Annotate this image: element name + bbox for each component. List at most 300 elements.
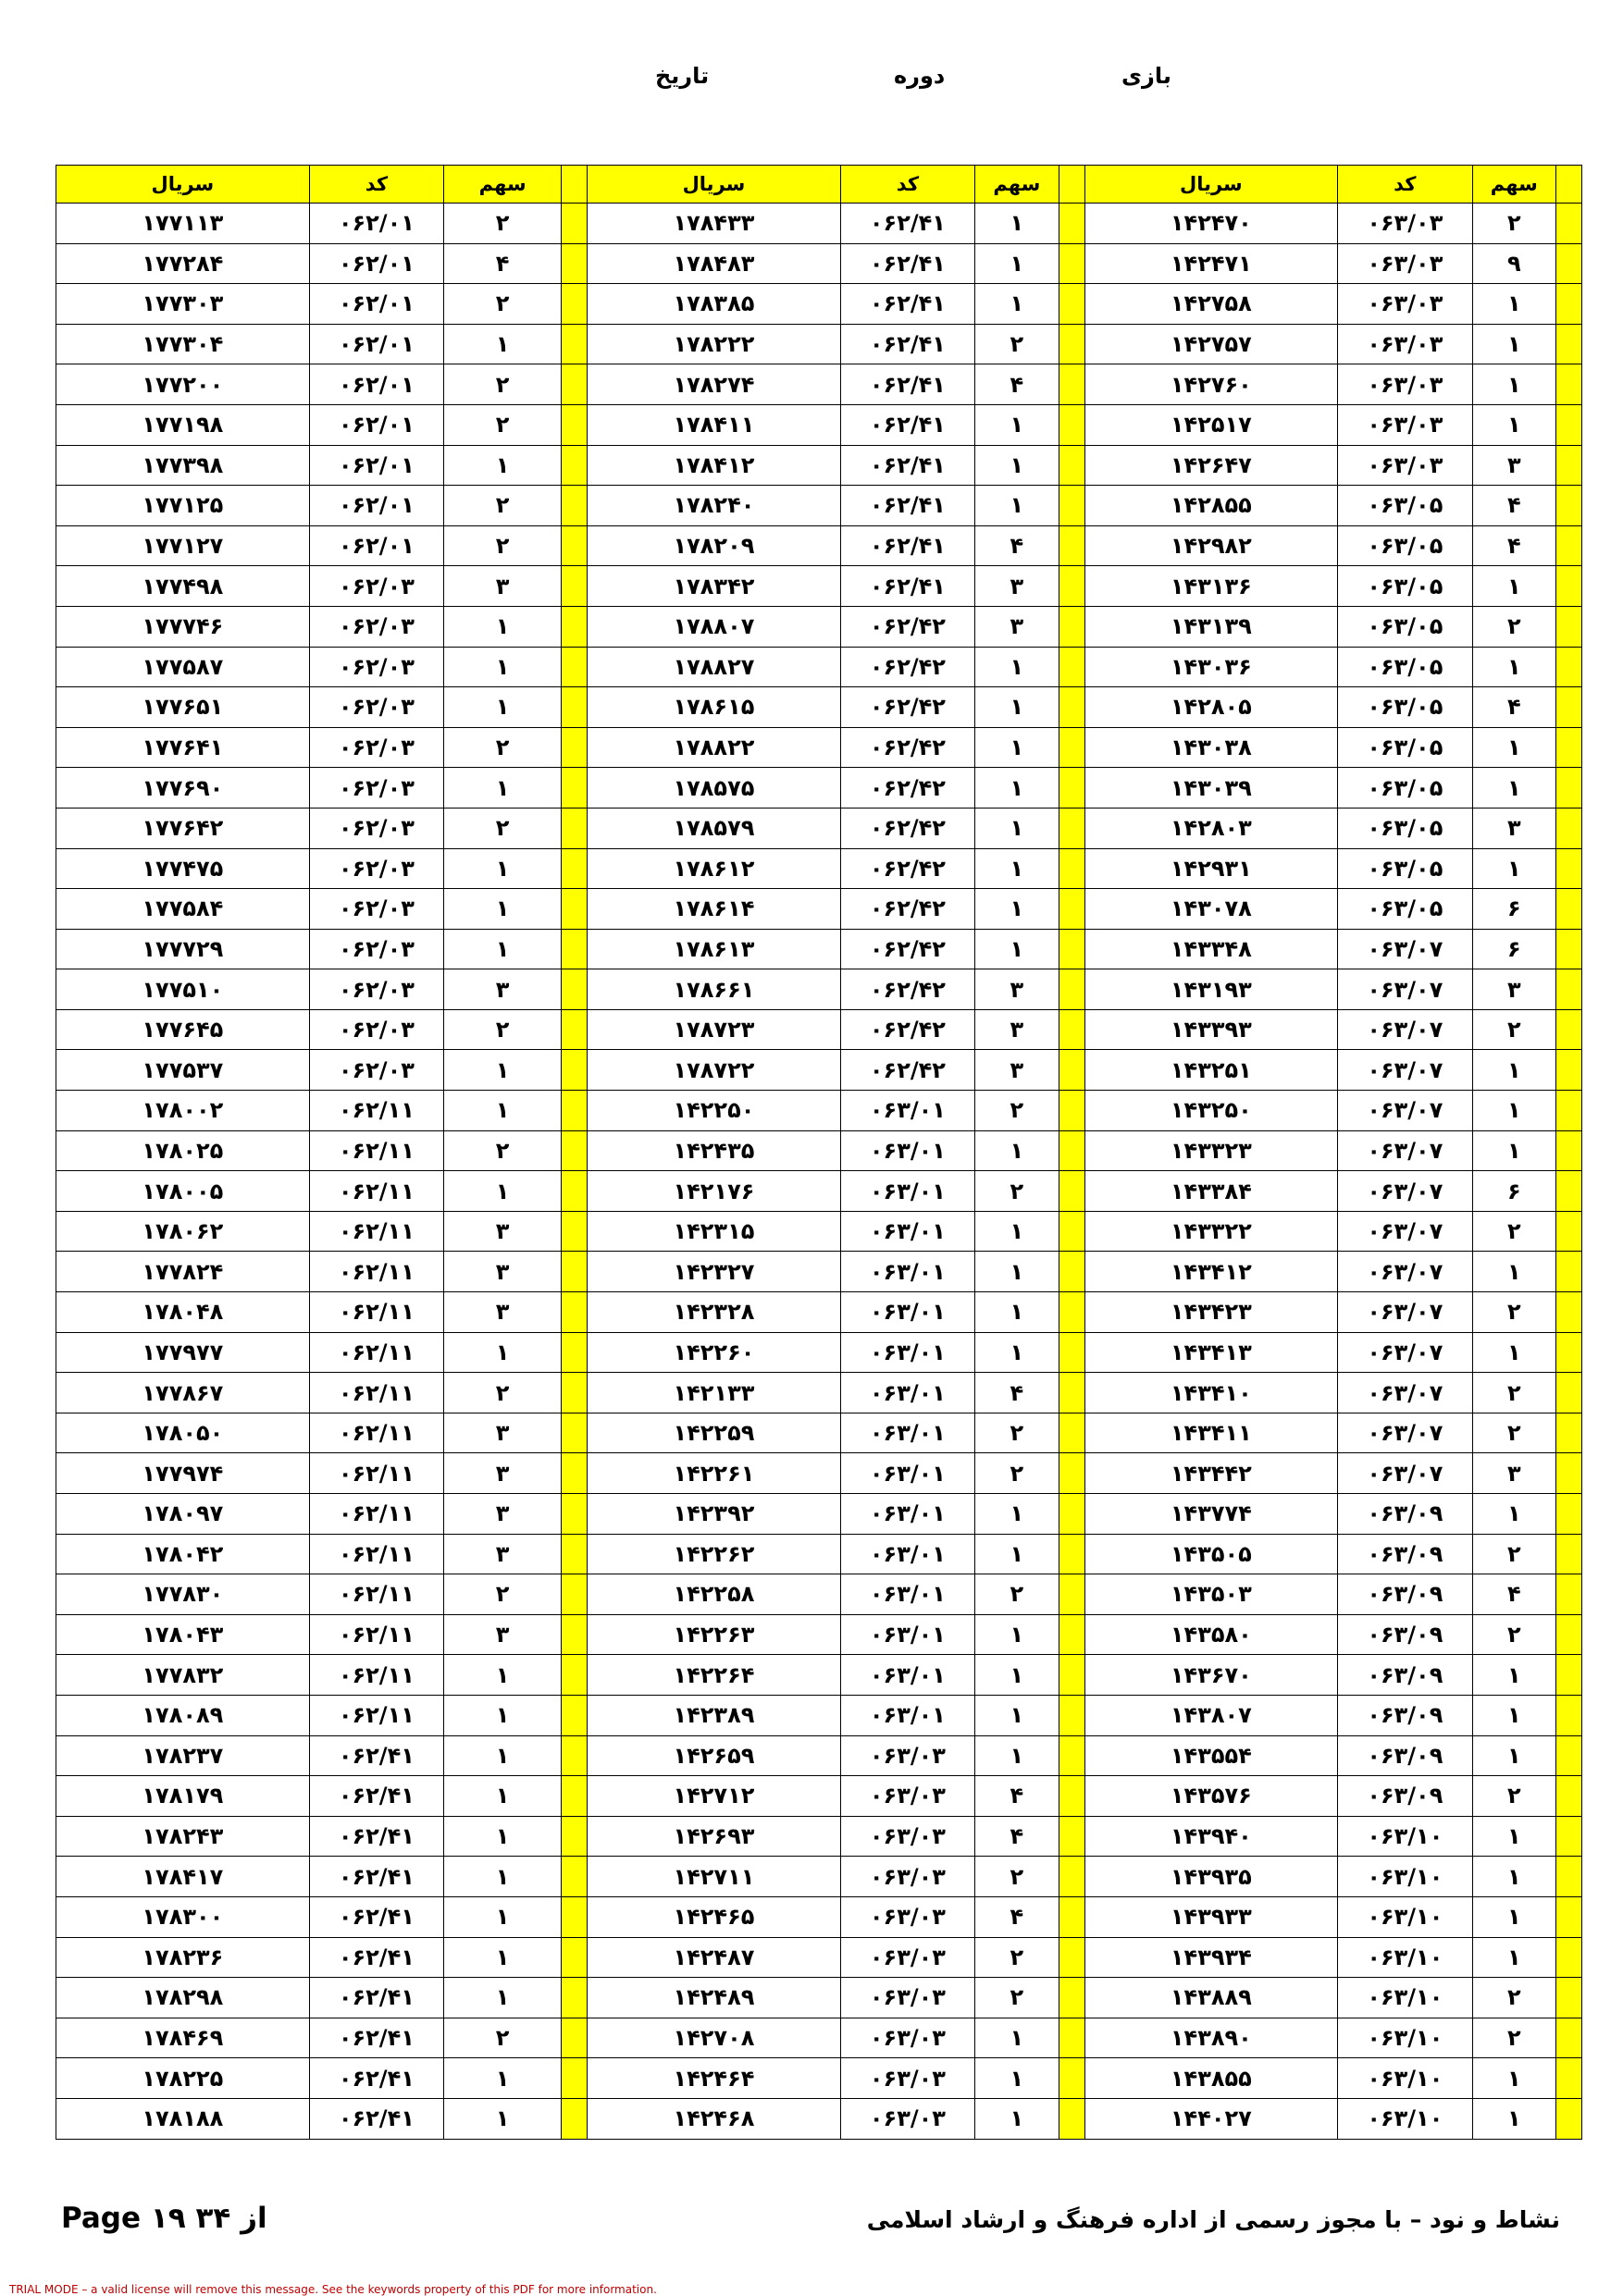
separator-cell [1059, 1171, 1084, 1212]
serial-cell: ۱۴۲۷۵۷ [1084, 324, 1338, 364]
serial-cell: ۱۴۳۴۱۲ [1084, 1252, 1338, 1292]
share-cell: ۳ [1472, 1453, 1555, 1494]
serial-cell: ۱۷۷۱۱۳ [56, 204, 310, 244]
separator-cell [562, 1857, 588, 1897]
table-row [56, 1896, 1582, 1937]
serial-cell: ۱۴۲۲۵۹ [588, 1413, 841, 1453]
code-cell: ۰۶۳/۰۹ [1338, 1574, 1472, 1615]
separator-cell [1556, 2018, 1582, 2058]
serial-cell: ۱۴۳۵۵۴ [1084, 1735, 1338, 1776]
separator-cell [1059, 166, 1084, 204]
serial-cell: ۱۷۸۲۲۵ [56, 2058, 310, 2099]
table-row [56, 1494, 1582, 1535]
code-cell: ۰۶۳/۰۳ [840, 1816, 974, 1857]
table-row [56, 808, 1582, 848]
serial-cell: ۱۷۸۵۷۹ [588, 808, 841, 848]
share-cell: ۲ [444, 808, 562, 848]
separator-cell [562, 2058, 588, 2099]
separator-cell [562, 1373, 588, 1413]
table-row [56, 768, 1582, 809]
serial-cell: ۱۴۲۸۵۵ [1084, 486, 1338, 526]
serial-cell: ۱۷۷۸۲۴ [56, 1252, 310, 1292]
share-cell: ۱ [1472, 1896, 1555, 1937]
code-cell: ۰۶۲/۴۲ [840, 808, 974, 848]
table-row [56, 445, 1582, 486]
table-row [56, 566, 1582, 607]
code-cell: ۰۶۲/۱۱ [309, 1292, 443, 1333]
separator-cell [562, 2018, 588, 2058]
separator-cell [1059, 2098, 1084, 2139]
table-row [56, 284, 1582, 325]
share-cell: ۱ [975, 848, 1059, 889]
separator-cell [1556, 1614, 1582, 1655]
table-row [56, 1009, 1582, 1050]
separator-cell [1059, 1050, 1084, 1091]
serial-cell: ۱۷۷۱۹۸ [56, 404, 310, 445]
header-date-label: تاریخ [655, 63, 710, 89]
code-cell: ۰۶۲/۰۱ [309, 324, 443, 364]
separator-cell [562, 1735, 588, 1776]
serial-cell: ۱۷۷۲۰۰ [56, 364, 310, 405]
code-cell: ۰۶۲/۰۱ [309, 404, 443, 445]
code-cell: ۰۶۳/۰۳ [1338, 324, 1472, 364]
code-cell: ۰۶۳/۰۳ [840, 2098, 974, 2139]
code-cell: ۰۶۲/۱۱ [309, 1534, 443, 1574]
share-cell: ۱ [975, 1252, 1059, 1292]
table-row [56, 364, 1582, 405]
code-cell: ۰۶۳/۰۷ [1338, 1211, 1472, 1252]
code-cell: ۰۶۳/۰۷ [1338, 1292, 1472, 1333]
table-row [56, 2098, 1582, 2139]
share-cell: ۱ [1472, 848, 1555, 889]
code-cell: ۰۶۲/۰۳ [309, 929, 443, 969]
share-cell: ۱ [975, 2098, 1059, 2139]
serial-cell: ۱۴۲۳۹۲ [588, 1494, 841, 1535]
share-cell: ۱ [444, 1735, 562, 1776]
serial-cell: ۱۷۸۲۰۹ [588, 525, 841, 566]
code-cell: ۰۶۳/۰۱ [840, 1413, 974, 1453]
serial-cell: ۱۷۸۰۰۵ [56, 1171, 310, 1212]
separator-cell [1556, 284, 1582, 325]
separator-cell [1556, 1937, 1582, 1978]
code-cell: ۰۶۳/۰۱ [840, 1655, 974, 1696]
serial-cell: ۱۷۸۷۲۲ [588, 1050, 841, 1091]
code-cell: ۰۶۲/۴۱ [840, 445, 974, 486]
separator-cell [1556, 404, 1582, 445]
serial-cell: ۱۷۷۷۴۶ [56, 606, 310, 647]
separator-cell [562, 848, 588, 889]
code-cell: ۰۶۲/۴۲ [840, 687, 974, 728]
separator-cell [1059, 768, 1084, 809]
serial-cell: ۱۴۲۹۸۲ [1084, 525, 1338, 566]
serial-cell: ۱۴۲۲۶۰ [588, 1332, 841, 1373]
code-cell: ۰۶۲/۰۳ [309, 687, 443, 728]
share-cell: ۳ [975, 1050, 1059, 1091]
serial-cell: ۱۴۳۵۰۳ [1084, 1574, 1338, 1615]
separator-cell [562, 525, 588, 566]
share-cell: ۳ [975, 606, 1059, 647]
separator-cell [562, 486, 588, 526]
table-row [56, 525, 1582, 566]
separator-cell [1556, 2098, 1582, 2139]
share-cell: ۱ [975, 1695, 1059, 1735]
serial-cell: ۱۴۳۶۷۰ [1084, 1655, 1338, 1696]
separator-cell [562, 445, 588, 486]
separator-cell [562, 1978, 588, 2018]
code-cell: ۰۶۲/۴۱ [309, 1896, 443, 1937]
serial-cell: ۱۴۳۹۴۰ [1084, 1816, 1338, 1857]
share-cell: ۳ [444, 1292, 562, 1333]
table-row [56, 1655, 1582, 1696]
separator-cell [1059, 647, 1084, 687]
serial-cell: ۱۷۷۸۳۲ [56, 1655, 310, 1696]
code-cell: ۰۶۳/۰۳ [840, 2018, 974, 2058]
code-cell: ۰۶۳/۰۹ [1338, 1776, 1472, 1817]
separator-cell [1059, 1978, 1084, 2018]
separator-cell [1556, 1453, 1582, 1494]
separator-cell [1556, 969, 1582, 1010]
code-cell: ۰۶۳/۰۱ [840, 1211, 974, 1252]
code-cell: ۰۶۲/۴۲ [840, 889, 974, 930]
share-cell: ۱ [444, 768, 562, 809]
code-cell: ۰۶۳/۱۰ [1338, 2058, 1472, 2099]
share-cell: ۳ [444, 1211, 562, 1252]
share-cell: ۱ [444, 1776, 562, 1817]
share-cell: ۳ [1472, 808, 1555, 848]
serial-cell: ۱۷۷۳۰۳ [56, 284, 310, 325]
share-cell: ۱ [975, 1655, 1059, 1696]
separator-cell [1059, 848, 1084, 889]
results-table [56, 165, 1582, 2140]
publisher-note: نشاط و نود – با مجوز رسمی از اداره فرهنگ و ارشاد اسلامی [866, 2206, 1560, 2233]
share-cell: ۱ [444, 1655, 562, 1696]
serial-cell: ۱۴۳۴۲۳ [1084, 1292, 1338, 1333]
serial-cell: ۱۴۳۹۳۴ [1084, 1937, 1338, 1978]
share-cell: ۶ [1472, 889, 1555, 930]
code-cell: ۰۶۲/۴۲ [840, 969, 974, 1010]
serial-cell: ۱۷۸۰۸۹ [56, 1695, 310, 1735]
separator-cell [1059, 1091, 1084, 1131]
code-cell: ۰۶۲/۴۱ [840, 324, 974, 364]
share-cell: ۴ [1472, 687, 1555, 728]
table-row [56, 1171, 1582, 1212]
code-cell: ۰۶۲/۴۱ [840, 566, 974, 607]
separator-cell [1556, 647, 1582, 687]
serial-cell: ۱۴۲۳۲۸ [588, 1292, 841, 1333]
code-cell: ۰۶۲/۰۳ [309, 1009, 443, 1050]
code-cell: ۰۶۳/۰۳ [1338, 243, 1472, 284]
col-header-code: کد [840, 166, 974, 204]
code-cell: ۰۶۲/۴۱ [309, 2098, 443, 2139]
code-cell: ۰۶۳/۰۳ [840, 1978, 974, 2018]
code-cell: ۰۶۲/۰۳ [309, 808, 443, 848]
separator-cell [1556, 1816, 1582, 1857]
share-cell: ۱ [444, 889, 562, 930]
serial-cell: ۱۷۸۲۹۸ [56, 1978, 310, 2018]
separator-cell [1059, 404, 1084, 445]
separator-cell [1556, 486, 1582, 526]
separator-cell [1556, 1091, 1582, 1131]
serial-cell: ۱۴۳۷۷۴ [1084, 1494, 1338, 1535]
serial-cell: ۱۷۸۶۱۲ [588, 848, 841, 889]
serial-cell: ۱۷۷۶۴۲ [56, 808, 310, 848]
separator-cell [562, 1896, 588, 1937]
separator-cell [562, 1292, 588, 1333]
code-cell: ۰۶۳/۰۹ [1338, 1614, 1472, 1655]
share-cell: ۱ [975, 243, 1059, 284]
code-cell: ۰۶۲/۴۲ [840, 727, 974, 768]
share-cell: ۳ [444, 1252, 562, 1292]
code-cell: ۰۶۲/۱۱ [309, 1171, 443, 1212]
table-row [56, 1130, 1582, 1171]
serial-cell: ۱۴۲۹۳۱ [1084, 848, 1338, 889]
serial-cell: ۱۴۲۷۰۸ [588, 2018, 841, 2058]
code-cell: ۰۶۳/۰۷ [1338, 1332, 1472, 1373]
serial-cell: ۱۷۷۹۷۴ [56, 1453, 310, 1494]
separator-cell [1059, 1534, 1084, 1574]
serial-cell: ۱۴۲۳۸۹ [588, 1695, 841, 1735]
share-cell: ۱ [975, 445, 1059, 486]
share-cell: ۱ [1472, 1091, 1555, 1131]
separator-cell [1556, 1735, 1582, 1776]
share-cell: ۱ [1472, 284, 1555, 325]
code-cell: ۰۶۲/۱۱ [309, 1252, 443, 1292]
serial-cell: ۱۷۷۱۲۷ [56, 525, 310, 566]
share-cell: ۲ [975, 1091, 1059, 1131]
serial-cell: ۱۴۲۸۰۳ [1084, 808, 1338, 848]
share-cell: ۱ [1472, 566, 1555, 607]
table-row [56, 1453, 1582, 1494]
separator-cell [1556, 1373, 1582, 1413]
serial-cell: ۱۷۸۲۴۳ [56, 1816, 310, 1857]
code-cell: ۰۶۳/۰۵ [1338, 848, 1472, 889]
separator-cell [562, 1494, 588, 1535]
serial-cell: ۱۷۸۰۶۲ [56, 1211, 310, 1252]
serial-cell: ۱۴۳۳۴۸ [1084, 929, 1338, 969]
separator-cell [562, 566, 588, 607]
table-row [56, 1292, 1582, 1333]
separator-cell [1556, 1252, 1582, 1292]
code-cell: ۰۶۳/۱۰ [1338, 1896, 1472, 1937]
table-row [56, 1614, 1582, 1655]
table-row [56, 1332, 1582, 1373]
separator-cell [1059, 364, 1084, 405]
separator-cell [562, 1091, 588, 1131]
separator-cell [1556, 848, 1582, 889]
code-cell: ۰۶۲/۴۲ [840, 848, 974, 889]
share-cell: ۱ [444, 848, 562, 889]
serial-cell: ۱۴۲۱۷۶ [588, 1171, 841, 1212]
serial-cell: ۱۴۳۰۳۸ [1084, 727, 1338, 768]
serial-cell: ۱۴۲۴۸۹ [588, 1978, 841, 2018]
serial-cell: ۱۷۷۱۲۵ [56, 486, 310, 526]
serial-cell: ۱۴۳۱۳۹ [1084, 606, 1338, 647]
separator-cell [1059, 1655, 1084, 1696]
code-cell: ۰۶۳/۰۷ [1338, 1050, 1472, 1091]
code-cell: ۰۶۳/۱۰ [1338, 2018, 1472, 2058]
serial-cell: ۱۴۲۴۶۸ [588, 2098, 841, 2139]
serial-cell: ۱۴۳۳۸۴ [1084, 1171, 1338, 1212]
share-cell: ۲ [975, 1857, 1059, 1897]
separator-cell [1556, 606, 1582, 647]
table-row [56, 486, 1582, 526]
col-header-code: کد [1338, 166, 1472, 204]
code-cell: ۰۶۳/۱۰ [1338, 1816, 1472, 1857]
share-cell: ۱ [1472, 364, 1555, 405]
share-cell: ۱ [444, 1091, 562, 1131]
serial-cell: ۱۷۸۳۰۰ [56, 1896, 310, 1937]
share-cell: ۲ [1472, 1413, 1555, 1453]
serial-cell: ۱۷۸۸۲۲ [588, 727, 841, 768]
table-row [56, 687, 1582, 728]
share-cell: ۳ [444, 566, 562, 607]
share-cell: ۱ [444, 1896, 562, 1937]
separator-cell [562, 1937, 588, 1978]
serial-cell: ۱۷۷۵۳۷ [56, 1050, 310, 1091]
separator-cell [1059, 929, 1084, 969]
separator-cell [1059, 566, 1084, 607]
share-cell: ۲ [1472, 2018, 1555, 2058]
table-row [56, 727, 1582, 768]
separator-cell [562, 1009, 588, 1050]
code-cell: ۰۶۳/۰۷ [1338, 1373, 1472, 1413]
share-cell: ۱ [975, 1735, 1059, 1776]
table-row [56, 204, 1582, 244]
code-cell: ۰۶۲/۴۲ [840, 768, 974, 809]
serial-cell: ۱۴۲۲۵۰ [588, 1091, 841, 1131]
serial-cell: ۱۷۷۶۹۰ [56, 768, 310, 809]
share-cell: ۱ [444, 1937, 562, 1978]
share-cell: ۳ [1472, 969, 1555, 1010]
code-cell: ۰۶۳/۰۳ [840, 1896, 974, 1937]
separator-cell [1059, 1252, 1084, 1292]
table-row [56, 1373, 1582, 1413]
separator-cell [562, 1816, 588, 1857]
code-cell: ۰۶۳/۰۵ [1338, 606, 1472, 647]
separator-cell [1556, 1695, 1582, 1735]
share-cell: ۲ [444, 404, 562, 445]
separator-cell [1059, 243, 1084, 284]
code-cell: ۰۶۲/۴۲ [840, 647, 974, 687]
table-row [56, 1050, 1582, 1091]
share-cell: ۲ [444, 1009, 562, 1050]
serial-cell: ۱۴۲۴۷۰ [1084, 204, 1338, 244]
code-cell: ۰۶۳/۰۵ [1338, 525, 1472, 566]
share-cell: ۱ [444, 324, 562, 364]
code-cell: ۰۶۳/۰۱ [840, 1494, 974, 1535]
separator-cell [1059, 445, 1084, 486]
table-row [56, 1574, 1582, 1615]
code-cell: ۰۶۲/۰۱ [309, 486, 443, 526]
serial-cell: ۱۴۲۷۶۰ [1084, 364, 1338, 405]
separator-cell [1059, 1614, 1084, 1655]
separator-cell [1059, 1776, 1084, 1817]
table-row [56, 1534, 1582, 1574]
share-cell: ۴ [1472, 525, 1555, 566]
share-cell: ۴ [1472, 486, 1555, 526]
separator-cell [562, 243, 588, 284]
separator-cell [1059, 486, 1084, 526]
separator-cell [1059, 969, 1084, 1010]
share-cell: ۴ [1472, 1574, 1555, 1615]
serial-cell: ۱۴۳۱۳۶ [1084, 566, 1338, 607]
code-cell: ۰۶۲/۱۱ [309, 1574, 443, 1615]
code-cell: ۰۶۳/۱۰ [1338, 1978, 1472, 2018]
serial-cell: ۱۷۸۰۴۲ [56, 1534, 310, 1574]
share-cell: ۱ [1472, 1252, 1555, 1292]
share-cell: ۴ [975, 1776, 1059, 1817]
serial-cell: ۱۴۲۴۸۷ [588, 1937, 841, 1978]
separator-cell [1556, 204, 1582, 244]
serial-cell: ۱۴۳۴۱۰ [1084, 1373, 1338, 1413]
separator-cell [1556, 1413, 1582, 1453]
serial-cell: ۱۷۸۳۸۵ [588, 284, 841, 325]
code-cell: ۰۶۲/۴۱ [309, 1735, 443, 1776]
code-cell: ۰۶۲/۰۳ [309, 768, 443, 809]
serial-cell: ۱۴۲۷۱۱ [588, 1857, 841, 1897]
separator-cell [1556, 1332, 1582, 1373]
separator-cell [1556, 1211, 1582, 1252]
separator-cell [1556, 166, 1582, 204]
table-row [56, 1413, 1582, 1453]
serial-cell: ۱۴۴۰۲۷ [1084, 2098, 1338, 2139]
share-cell: ۲ [444, 2018, 562, 2058]
code-cell: ۰۶۳/۰۷ [1338, 1453, 1472, 1494]
separator-cell [1556, 566, 1582, 607]
serial-cell: ۱۴۲۴۳۵ [588, 1130, 841, 1171]
code-cell: ۰۶۲/۱۱ [309, 1091, 443, 1131]
share-cell: ۱ [1472, 1130, 1555, 1171]
code-cell: ۰۶۲/۴۱ [309, 1978, 443, 2018]
table-row [56, 2058, 1582, 2099]
serial-cell: ۱۷۸۸۰۷ [588, 606, 841, 647]
share-cell: ۳ [444, 1494, 562, 1535]
share-cell: ۱ [1472, 1494, 1555, 1535]
serial-cell: ۱۷۷۵۸۷ [56, 647, 310, 687]
separator-cell [1059, 1413, 1084, 1453]
separator-cell [562, 727, 588, 768]
share-cell: ۲ [1472, 1009, 1555, 1050]
code-cell: ۰۶۳/۰۷ [1338, 969, 1472, 1010]
code-cell: ۰۶۲/۱۱ [309, 1211, 443, 1252]
share-cell: ۲ [444, 204, 562, 244]
code-cell: ۰۶۳/۰۹ [1338, 1534, 1472, 1574]
serial-cell: ۱۴۳۸۹۰ [1084, 2018, 1338, 2058]
separator-cell [1556, 768, 1582, 809]
code-cell: ۰۶۳/۰۵ [1338, 768, 1472, 809]
code-cell: ۰۶۲/۱۱ [309, 1130, 443, 1171]
serial-cell: ۱۷۸۴۶۹ [56, 2018, 310, 2058]
separator-cell [1059, 324, 1084, 364]
separator-cell [1556, 1534, 1582, 1574]
code-cell: ۰۶۲/۴۱ [840, 364, 974, 405]
serial-cell: ۱۴۳۲۵۱ [1084, 1050, 1338, 1091]
code-cell: ۰۶۳/۰۱ [840, 1695, 974, 1735]
table-row [56, 1252, 1582, 1292]
table-row [56, 1816, 1582, 1857]
share-cell: ۲ [444, 1574, 562, 1615]
serial-cell: ۱۷۷۹۷۷ [56, 1332, 310, 1373]
code-cell: ۰۶۳/۰۵ [1338, 727, 1472, 768]
code-cell: ۰۶۲/۱۱ [309, 1494, 443, 1535]
code-cell: ۰۶۲/۰۳ [309, 889, 443, 930]
share-cell: ۱ [975, 1292, 1059, 1333]
code-cell: ۰۶۳/۰۹ [1338, 1695, 1472, 1735]
code-cell: ۰۶۲/۴۱ [309, 1776, 443, 1817]
share-cell: ۴ [444, 243, 562, 284]
separator-cell [1556, 1292, 1582, 1333]
serial-cell: ۱۷۷۸۶۷ [56, 1373, 310, 1413]
